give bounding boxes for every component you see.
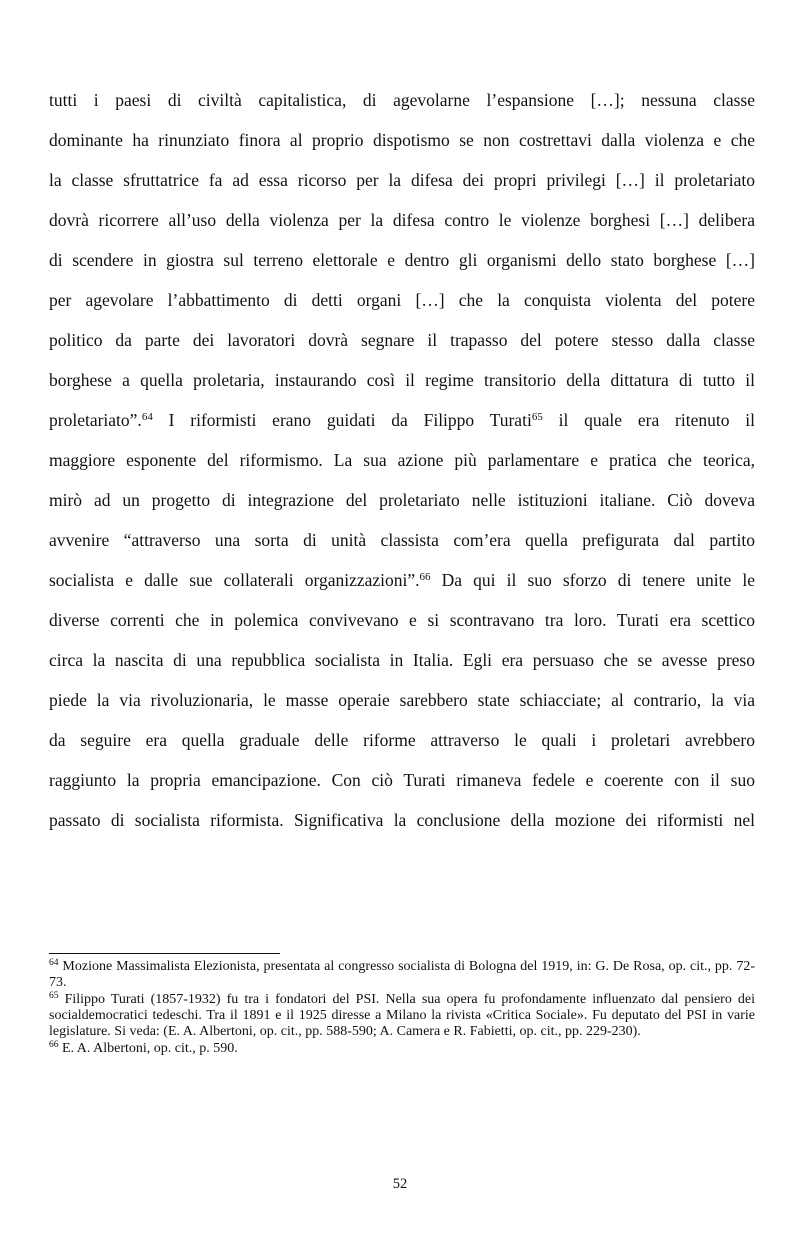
footnotes	[49, 959, 755, 1058]
body-text-segment: proletariato”.	[49, 410, 142, 430]
body-text-segment: I riformisti erano guidati da Filippo Turati	[152, 410, 532, 430]
footnote	[49, 1041, 755, 1057]
body-line: maggiore esponente del riformismo. La sua azione più parlamentare e pratica che teorica,	[49, 450, 755, 470]
body-text-segment: Da qui il suo sforzo di tenere unite le	[430, 570, 755, 590]
body-line: piede la via rivoluzionaria, le masse operaie sarebbero state schiacciate; al contrario, la via	[49, 690, 755, 710]
body-text	[49, 80, 755, 840]
body-line: circa la nascita di una repubblica socialista in Italia. Egli era persuaso che se avesse preso	[49, 650, 755, 670]
body-line: politico da parte dei lavoratori dovrà segnare il trapasso del potere stesso dalla classe	[49, 330, 755, 350]
body-text-segment: il quale era ritenuto il	[542, 410, 755, 430]
body-line: tutti i paesi di civiltà capitalistica, di agevolarne l’espansione […]; nessuna classe	[49, 90, 755, 110]
footnote-ref: 64	[141, 411, 153, 423]
body-line: mirò ad un progetto di integrazione del proletariato nelle istituzioni italiane. Ciò doveva	[49, 490, 755, 510]
footnote-separator	[49, 953, 280, 954]
body-line: per agevolare l’abbattimento di detti organi […] che la conquista violenta del potere	[49, 290, 755, 310]
page-number: 52	[392, 1176, 408, 1192]
body-text-segment: socialista e dalle sue collaterali organizzazioni”.	[49, 570, 420, 590]
footnote-number: 65	[49, 991, 59, 1001]
footnote	[49, 959, 755, 991]
body-line: di scendere in giostra sul terreno elettorale e dentro gli organismi dello stato borghese […]	[49, 250, 755, 270]
body-line	[49, 560, 755, 600]
body-line: dominante ha rinunziato finora al proprio dispotismo se non costrettavi dalla violenza e che	[49, 130, 755, 150]
body-line: borghese a quella proletaria, instaurando così il regime transitorio della dittatura di tutto il	[49, 370, 755, 390]
body-line: da seguire era quella graduale delle riforme attraverso le quali i proletari avrebbero	[49, 730, 755, 750]
body-line	[49, 400, 755, 440]
body-line: diverse correnti che in polemica convivevano e si scontravano tra loro. Turati era scettico	[49, 610, 755, 630]
footnote-number: 66	[49, 1040, 59, 1050]
footnote-text: E. A. Albertoni, op. cit., p. 590.	[62, 1041, 238, 1056]
footnote-text: Mozione Massimalista Elezionista, presentata al congresso socialista di Bologna del 1919, in: G. De Rosa, op. cit., pp. 72-73.	[49, 959, 755, 990]
footnote	[49, 992, 755, 1040]
body-line: passato di socialista riformista. Significativa la conclusione della mozione dei riformisti nel	[49, 810, 755, 830]
body-line: raggiunto la propria emancipazione. Con ciò Turati rimaneva fedele e coerente con il suo	[49, 770, 755, 790]
body-line: la classe sfruttatrice fa ad essa ricorso per la difesa dei propri privilegi […] il proletariato	[49, 170, 755, 190]
footnote-ref: 65	[531, 411, 543, 423]
body-line: avvenire “attraverso una sorta di unità classista com’era quella prefigurata dal partito	[49, 530, 755, 550]
footnote-number: 64	[49, 958, 59, 968]
footnote-ref: 66	[419, 571, 431, 583]
footnote-text: Filippo Turati (1857-1932) fu tra i fondatori del PSI. Nella sua opera fu profondamente influenzato dal pensiero dei socialdemocratici tedeschi. Tra il 1891 e il 1925 diresse a Milano la rivista «Critica Sociale». Fu deputato del PSI in varie legislature. Si veda: (E. A. Albertoni, op. cit., pp. 588-590; A. Camera e R. Fabietti, op. cit., pp. 229-230).	[49, 992, 755, 1039]
body-line: dovrà ricorrere all’uso della violenza per la difesa contro le violenze borghesi […] delibera	[49, 210, 755, 230]
